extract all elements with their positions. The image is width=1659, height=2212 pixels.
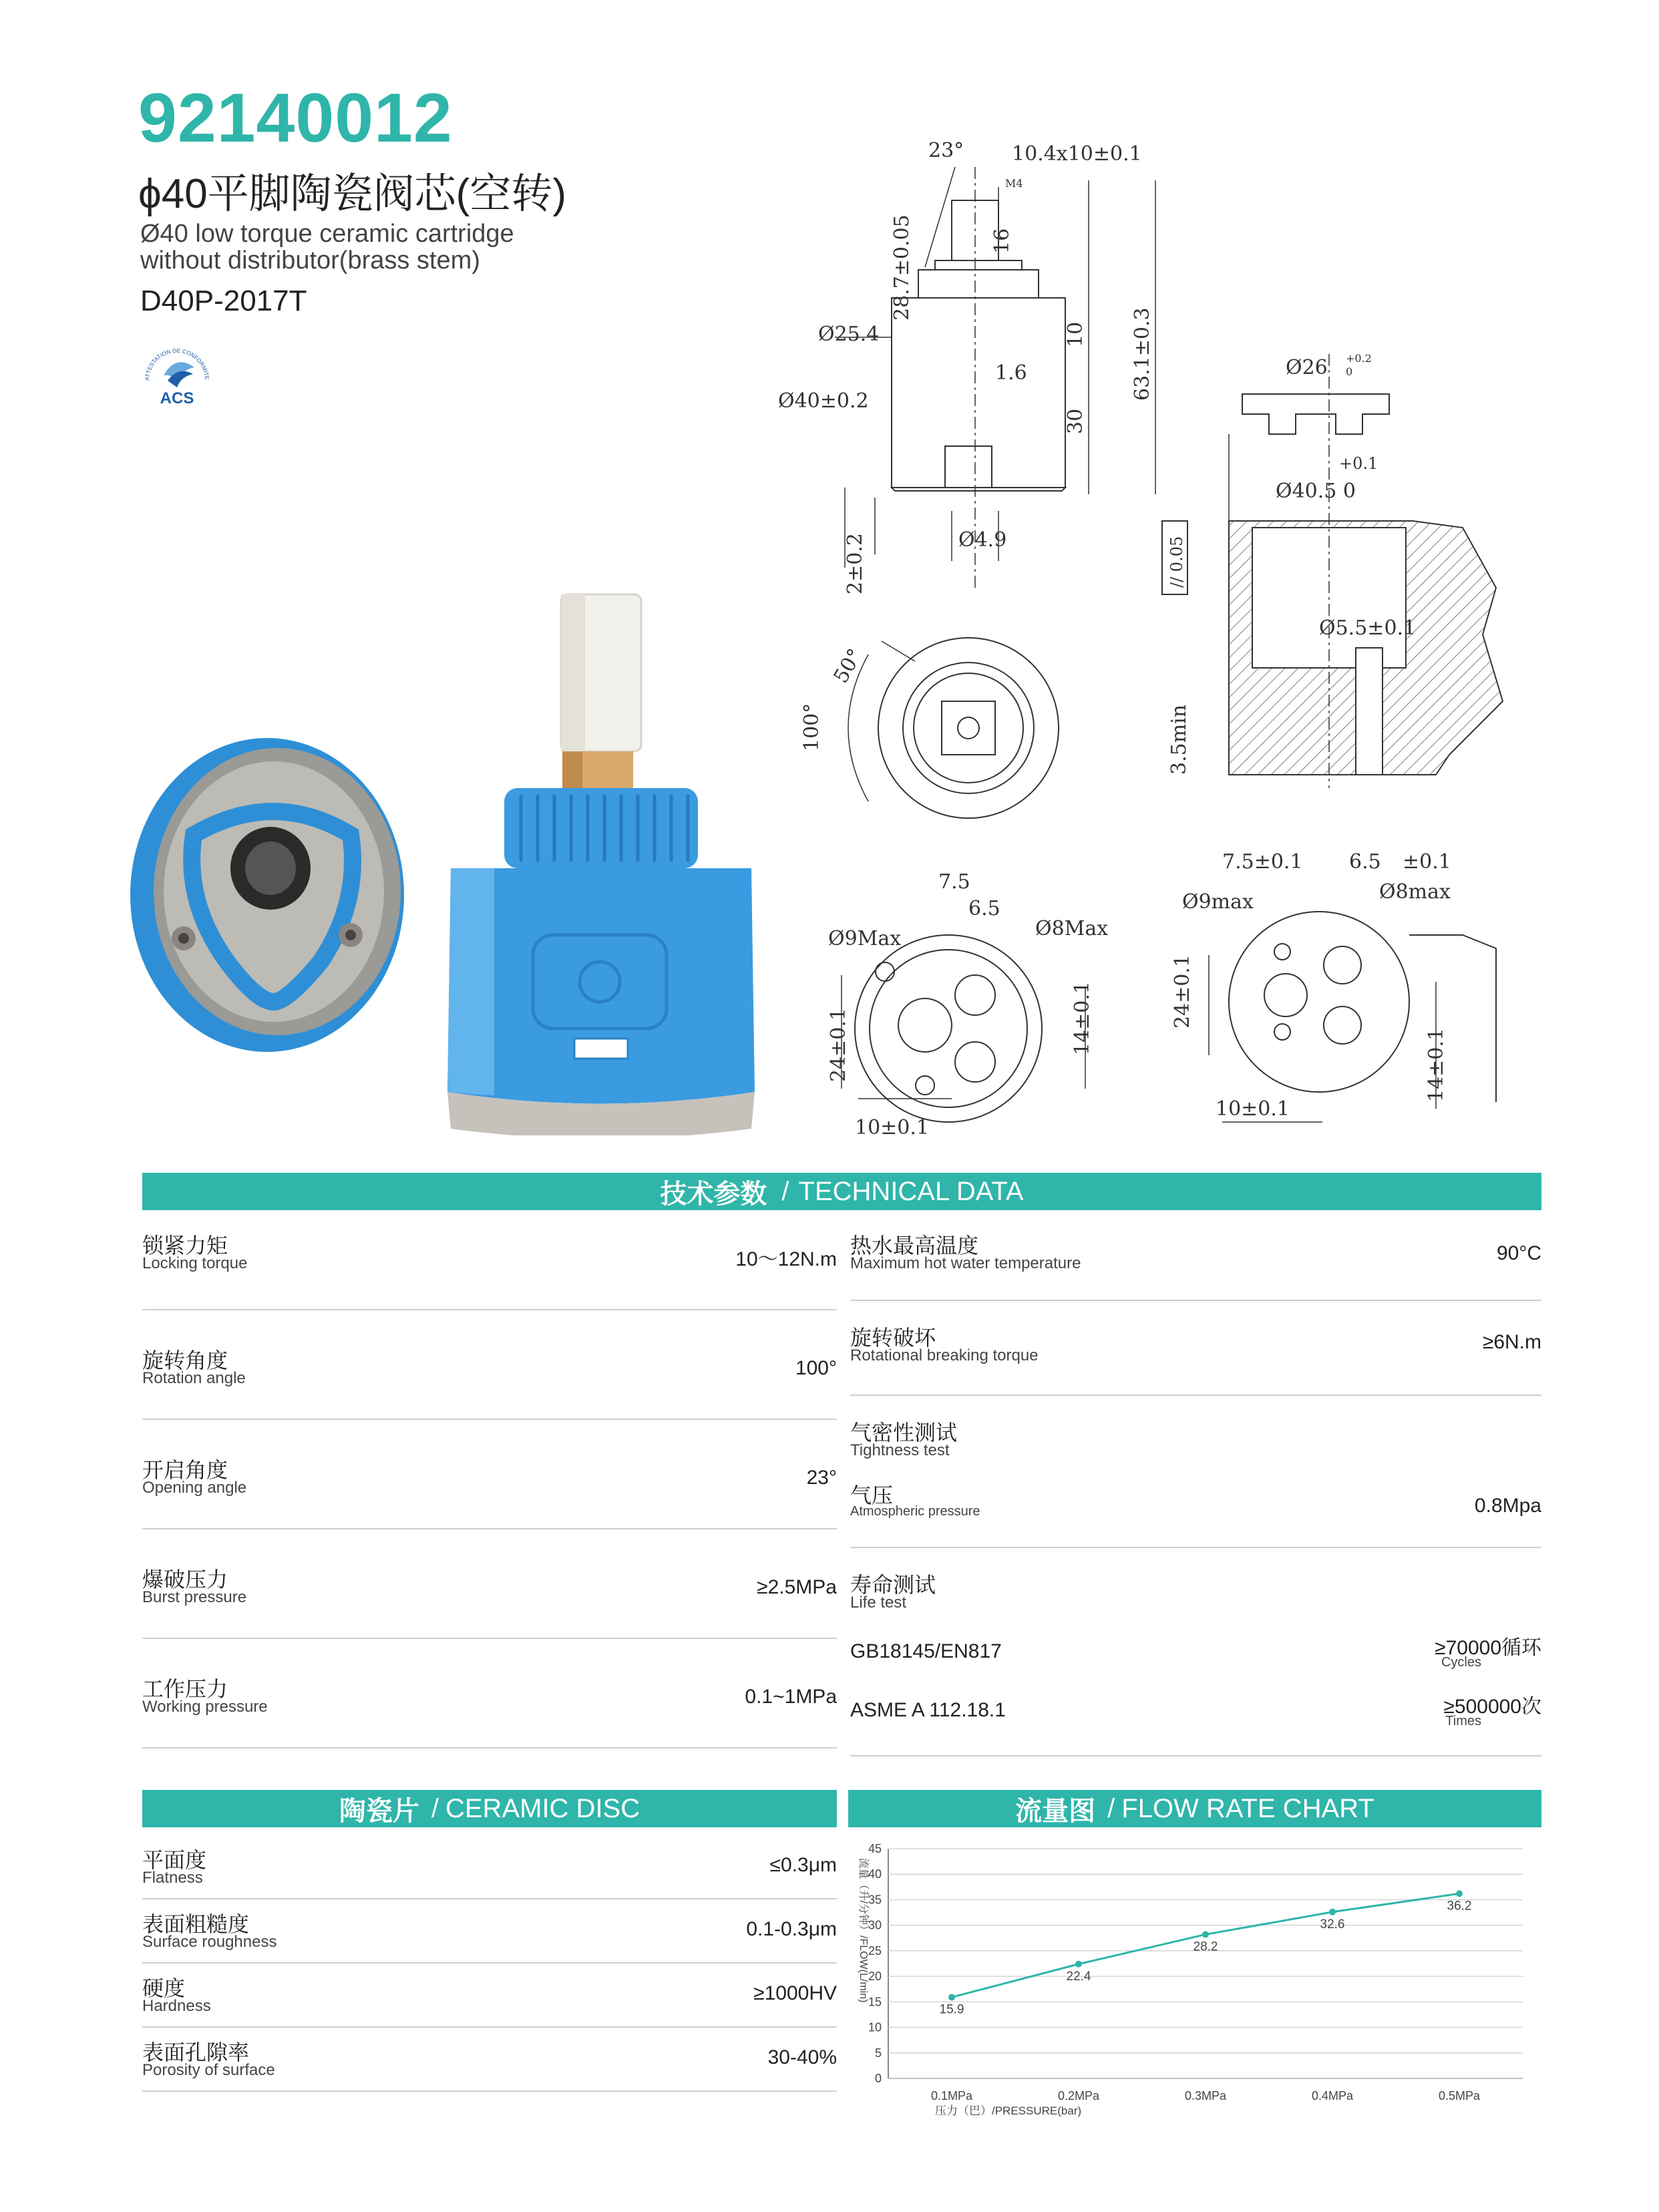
- dim-6-5: 6.5: [968, 897, 1000, 920]
- chart-x-tick-label: 0.3MPa: [1184, 2089, 1227, 2102]
- dim-6-5-b: 6.5: [1349, 850, 1381, 874]
- subtitle-line-1: Ø40 low torque ceramic cartridge: [140, 220, 514, 248]
- chart-data-label: 32.6: [1320, 1917, 1345, 1931]
- chart-data-label: 28.2: [1193, 1940, 1218, 1954]
- dim-100-deg: 100°: [800, 703, 823, 751]
- chart-y-label: 流量（升/分钟）/FLOW(L/min): [858, 1857, 869, 2003]
- flow-chart-header: 流量图 / FLOW RATE CHART: [848, 1790, 1541, 1827]
- chart-data-point: [1329, 1909, 1336, 1915]
- chart-y-tick-label: 20: [868, 1970, 882, 1984]
- chart-data-point: [948, 1994, 955, 2000]
- ceramic-row: 平面度 Flatness ≤0.3μm: [142, 1835, 837, 1899]
- dim-parallel: // 0.05: [1167, 536, 1186, 588]
- chart-data-label: 36.2: [1447, 1899, 1472, 1913]
- spec-row: 爆破压力 Burst pressure ≥2.5MPa: [142, 1529, 837, 1639]
- subtitle-line-2: without distributor(brass stem): [140, 246, 480, 274]
- chart-y-tick-label: 0: [874, 2072, 882, 2085]
- drawing-top-view: [800, 638, 1059, 818]
- dim-tol-01: +0.1: [1339, 454, 1378, 473]
- product-subtitle-en: [140, 220, 675, 274]
- dim-dia-8max: Ø8Max: [1035, 917, 1109, 940]
- dim-tol-0-1: ±0.1: [1403, 850, 1451, 874]
- flow-title-cn: 流量图: [1015, 1796, 1096, 1826]
- chart-y-tick-label: 45: [868, 1842, 882, 1855]
- dim-dia-26: Ø26: [1286, 356, 1328, 379]
- spec-row: 开启角度 Opening angle 23°: [142, 1420, 837, 1529]
- spec-row-break: 旋转破坏 Rotational breaking torque ≥6N.m: [850, 1301, 1541, 1396]
- dim-3-5min: 3.5min: [1167, 704, 1191, 775]
- dim-7-5: 7.5: [938, 870, 970, 894]
- chart-y-tick-label: 35: [868, 1893, 882, 1907]
- dim-dia-9max-b: Ø9max: [1182, 890, 1254, 914]
- dim-dia-25-4: Ø25.4: [818, 323, 880, 346]
- ceramic-title-en: CERAMIC DISC: [445, 1793, 640, 1823]
- acs-certification-logo: [137, 334, 217, 411]
- dim-30: 30: [1064, 408, 1087, 434]
- dim-dia-40-5: Ø40.5 0: [1276, 480, 1356, 503]
- dim-63-1: 63.1±0.3: [1131, 307, 1154, 401]
- spec-row-hot: 热水最高温度 Maximum hot water temperature 90°C: [850, 1216, 1541, 1301]
- spec-row-tightness: 气密性测试 Tightness test 气压 Atmospheric pressure 0.8Mpa: [850, 1396, 1541, 1548]
- dim-tol-up: +0.2: [1346, 352, 1372, 365]
- dim-tol-lo: 0: [1346, 365, 1353, 378]
- dim-stem: 10.4x10±0.1: [1012, 142, 1142, 166]
- technical-title-cn: 技术参数: [660, 1179, 767, 1209]
- technical-title-en: TECHNICAL DATA: [798, 1176, 1024, 1206]
- dim-dia-9max: Ø9Max: [828, 927, 902, 950]
- dim-7-5-0-1: 7.5±0.1: [1222, 850, 1303, 874]
- spec-row: 锁紧力矩 Locking torque 10～12N.m: [142, 1216, 837, 1310]
- chart-x-tick-label: 0.2MPa: [1057, 2089, 1100, 2102]
- dim-24-b: 24±0.1: [1171, 954, 1194, 1029]
- drawing-seat-bottom: [1171, 850, 1496, 1122]
- chart-data-label: 15.9: [939, 2002, 964, 2017]
- chart-x-tick-label: 0.4MPa: [1311, 2089, 1354, 2102]
- dim-24: 24±0.1: [827, 1007, 850, 1082]
- dim-10-0-1: 10±0.1: [855, 1116, 930, 1139]
- ceramic-disc-header: 陶瓷片 / CERAMIC DISC: [142, 1790, 837, 1827]
- technical-left-column: [142, 1216, 837, 1748]
- product-code: D40P-2017T: [140, 285, 307, 317]
- dim-10-b: 10±0.1: [1216, 1097, 1290, 1121]
- chart-y-tick-label: 10: [868, 2020, 882, 2034]
- chart-y-tick-label: 25: [868, 1944, 882, 1958]
- dim-14: 14±0.1: [1071, 980, 1094, 1055]
- dim-16: 16: [990, 228, 1014, 254]
- acs-ring-text: ATTESTATION DE CONFORMITE: [143, 347, 211, 381]
- flow-title-en: FLOW RATE CHART: [1121, 1793, 1374, 1823]
- dim-2: 2±0.2: [844, 533, 867, 594]
- chart-data-label: 22.4: [1066, 1969, 1091, 1984]
- ceramic-table: [142, 1835, 837, 2092]
- ceramic-title-cn: 陶瓷片: [339, 1796, 419, 1826]
- technical-data-header: 技术参数 / TECHNICAL DATA: [142, 1173, 1541, 1210]
- ceramic-row: 表面粗糙度 Surface roughness 0.1-0.3μm: [142, 1899, 837, 1964]
- chart-x-tick-label: 0.5MPa: [1438, 2089, 1481, 2102]
- chart-data-point: [1202, 1931, 1209, 1938]
- ceramic-row: 硬度 Hardness ≥1000HV: [142, 1964, 837, 2028]
- chart-data-point: [1456, 1890, 1463, 1897]
- dim-50-deg: 50°: [829, 644, 868, 687]
- chart-y-tick-label: 30: [868, 1918, 882, 1932]
- technical-right-column: [850, 1216, 1541, 1757]
- dim-1-6: 1.6: [995, 361, 1027, 385]
- cartridge-side-view: [447, 594, 755, 1135]
- chart-data-point: [1075, 1961, 1082, 1968]
- dim-m4: M4: [1005, 177, 1023, 190]
- dim-14-b: 14±0.1: [1425, 1027, 1448, 1102]
- flow-rate-chart: [848, 1837, 1541, 2131]
- spec-row: 旋转角度 Rotation angle 100°: [142, 1310, 837, 1420]
- dim-dia-5-5: Ø5.5±0.1: [1319, 616, 1417, 640]
- chart-y-tick-label: 5: [874, 2046, 882, 2060]
- dim-dia-8max-b: Ø8max: [1379, 880, 1451, 904]
- chart-y-tick-label: 15: [868, 1995, 882, 2009]
- product-photo: [120, 588, 788, 1135]
- chart-x-label: 压力（巴）/PRESSURE(bar): [935, 2104, 1082, 2117]
- cartridge-bottom-view: [130, 738, 404, 1052]
- chart-y-tick-label: 40: [868, 1867, 882, 1881]
- drawing-seat-section: [1162, 352, 1503, 788]
- dim-28-7: 28.7±0.05: [890, 214, 914, 321]
- chart-x-tick-label: 0.1MPa: [930, 2089, 973, 2102]
- dim-angle-23: 23°: [928, 139, 964, 162]
- product-title-cn: ϕ40平脚陶瓷阀芯(空转): [138, 171, 566, 217]
- model-number: 92140012: [138, 79, 453, 157]
- technical-drawings: [768, 127, 1603, 1162]
- dim-10: 10: [1064, 321, 1087, 347]
- spec-row: 工作压力 Working pressure 0.1~1MPa: [142, 1639, 837, 1748]
- drawing-side-elevation: [778, 139, 1155, 594]
- drawing-bottom-face: [827, 870, 1108, 1139]
- acs-badge-text: ACS: [160, 389, 194, 407]
- spec-row-life: 寿命测试 Life test GB18145/EN817 ≥70000循环 Cycles ASME A 112.18.1 ≥500000次 Times: [850, 1548, 1541, 1757]
- dim-dia-4-9: Ø4.9: [958, 528, 1007, 552]
- ceramic-row: 表面孔隙率 Porosity of surface 30-40%: [142, 2028, 837, 2092]
- dim-dia-40: Ø40±0.2: [778, 389, 869, 413]
